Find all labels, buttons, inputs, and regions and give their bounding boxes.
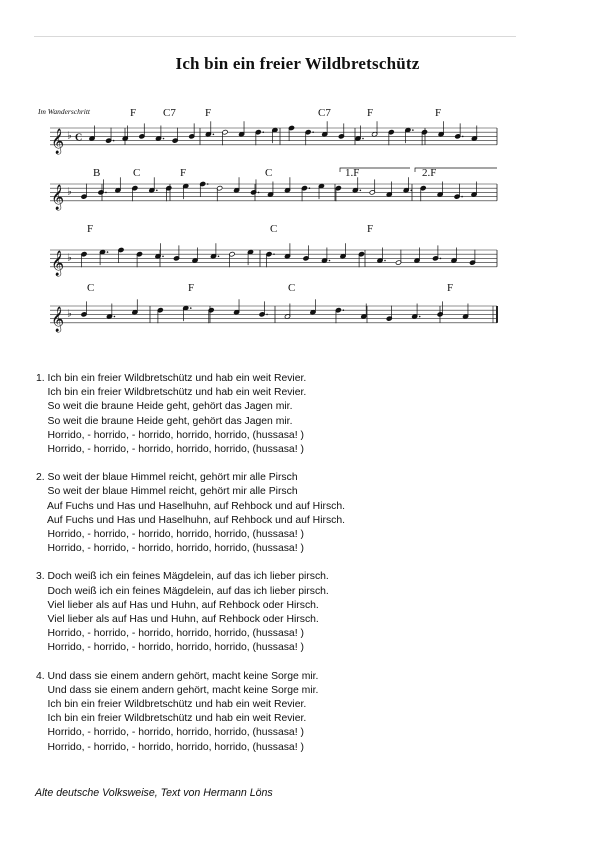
verse-line: Horrido, - horrido, - horrido, horrido, horrido, (hussasa! ) [36, 444, 304, 456]
note-dot [419, 316, 421, 318]
verse-line: Viel lieber als auf Has und Huhn, auf Rehbock oder Hirsch. [36, 614, 319, 626]
chord-symbol: C [265, 167, 273, 179]
flat-icon: ♭ [67, 186, 72, 198]
verse-line: So weit die braune Heide geht, gehört das Jagen mir. [36, 401, 293, 413]
chord-symbol: F [130, 107, 137, 119]
chord-symbol: F [435, 107, 442, 119]
notes [81, 121, 478, 323]
verse-line: 2. So weit der blaue Himmel reicht, gehört mir alle Pirsch [36, 472, 298, 484]
chord-symbol: C [288, 282, 296, 294]
chord-symbol: C [133, 167, 141, 179]
verse-line: Horrido, - horrido, - horrido, horrido, horrido, (hussasa! ) [36, 543, 304, 555]
note-dot [262, 131, 264, 133]
chord-symbol: C7 [318, 107, 331, 119]
verse-line: 4. Und dass sie einem andern gehört, macht keine Sorge mir. [36, 670, 319, 682]
treble-clef-icon: 𝄞 [51, 306, 65, 332]
chord-symbol: F [447, 282, 454, 294]
verse-line: Ich bin ein freier Wildbretschütz und hab ein weit Revier. [36, 387, 307, 399]
verse-3 [36, 570, 345, 655]
verse-line: Horrido, - horrido, - horrido, horrido, horrido, (hussasa! ) [36, 429, 304, 441]
verse-line: Horrido, - horrido, - horrido, horrido, horrido, (hussasa! ) [36, 741, 304, 753]
verse-line: Und dass sie einem andern gehört, macht keine Sorge mir. [36, 684, 319, 696]
treble-clef-icon: 𝄞 [51, 128, 65, 154]
verse-line: 1. Ich bin ein freier Wildbretschütz und hab ein weit Revier. [36, 373, 307, 384]
note-dot [410, 190, 412, 192]
chord-symbol: 2.F [422, 167, 437, 179]
song-title: Ich bin ein freier Wildbretschütz [175, 54, 420, 73]
note-dot [312, 131, 314, 133]
verse-line: So weit der blaue Himmel reicht, gehört mir alle Pirsch [36, 486, 298, 498]
chord-symbol: F [180, 167, 187, 179]
verse-line: Auf Fuchs und Has und Haselhuhn, auf Rehbock und auf Hirsch. [36, 500, 346, 512]
verse-line: Horrido, - horrido, - horrido, horrido, horrido, (hussasa! ) [36, 529, 304, 541]
chord-symbol: F [205, 107, 212, 119]
chord-symbol: 1.F [345, 167, 360, 179]
flat-icon: ♭ [67, 308, 72, 320]
verse-line: 3. Doch weiß ich ein feines Mägdelein, auf das ich lieber pirsch. [36, 571, 329, 583]
note-dot [207, 183, 209, 185]
note-dot [162, 255, 164, 257]
note-dot [440, 258, 442, 260]
note-dot [163, 138, 165, 140]
chord-symbol: B [93, 167, 101, 179]
note-dot [107, 251, 109, 253]
verse-line: Horrido, - horrido, - horrido, horrido, horrido, (hussasa! ) [36, 628, 304, 640]
verse-line: Doch weiß ich ein feines Mägdelein, auf das ich lieber pirsch. [36, 585, 329, 597]
treble-clef-icon: 𝄞 [51, 184, 65, 210]
note-dot [113, 140, 115, 142]
chord-symbol: F [367, 107, 374, 119]
note-dot [266, 314, 268, 316]
note-dot [105, 192, 107, 194]
chord-symbol: F [188, 282, 195, 294]
note-dot [343, 309, 345, 311]
note-dot [218, 255, 220, 257]
chord-symbol: F [367, 223, 374, 235]
note-dot [258, 192, 260, 194]
note-dot [213, 134, 215, 136]
footer-credit: Alte deutsche Volksweise, Text von Hermann Löns [35, 787, 273, 799]
time-signature: C [75, 132, 83, 144]
verse-line: Auf Fuchs und Has und Haselhuhn, auf Rehbock und auf Hirsch. [36, 514, 346, 526]
chord-symbol: C7 [163, 107, 176, 119]
verse-1 [36, 372, 345, 457]
tempo-marking: Im Wanderschritt [38, 107, 91, 116]
verse-line: Horrido, - horrido, - horrido, horrido, horrido, (hussasa! ) [36, 642, 304, 654]
verse-line: Ich bin ein freier Wildbretschütz und hab ein weit Revier. [36, 713, 307, 725]
note-dot [412, 129, 414, 131]
chord-symbol: C [270, 223, 278, 235]
flat-icon: ♭ [67, 252, 72, 264]
sheet-music [0, 0, 595, 350]
note-dot [384, 260, 386, 262]
note-dot [362, 138, 364, 140]
verse-line: Ich bin ein freier Wildbretschütz und hab ein weit Revier. [36, 699, 307, 711]
note-dot [114, 316, 116, 318]
verse-line: Horrido, - horrido, - horrido, horrido, horrido, (hussasa! ) [36, 727, 304, 739]
verse-4 [36, 670, 345, 755]
verse-line: So weit die braune Heide geht, gehört das Jagen mir. [36, 415, 293, 427]
note-dot [309, 187, 311, 189]
note-dot [156, 190, 158, 192]
verse-2 [36, 471, 345, 556]
note-dot [329, 260, 331, 262]
note-dot [190, 307, 192, 309]
note-dot [462, 136, 464, 138]
verse-line: Viel lieber als auf Has und Huhn, auf Rehbock oder Hirsch. [36, 599, 319, 611]
note-dot [461, 196, 463, 198]
treble-clef-icon: 𝄞 [51, 250, 65, 276]
flat-icon: ♭ [67, 130, 72, 142]
chord-symbol: F [87, 223, 94, 235]
note-dot [360, 190, 362, 192]
note-dot [273, 253, 275, 255]
chord-symbol: C [87, 282, 95, 294]
lyrics [36, 372, 345, 769]
